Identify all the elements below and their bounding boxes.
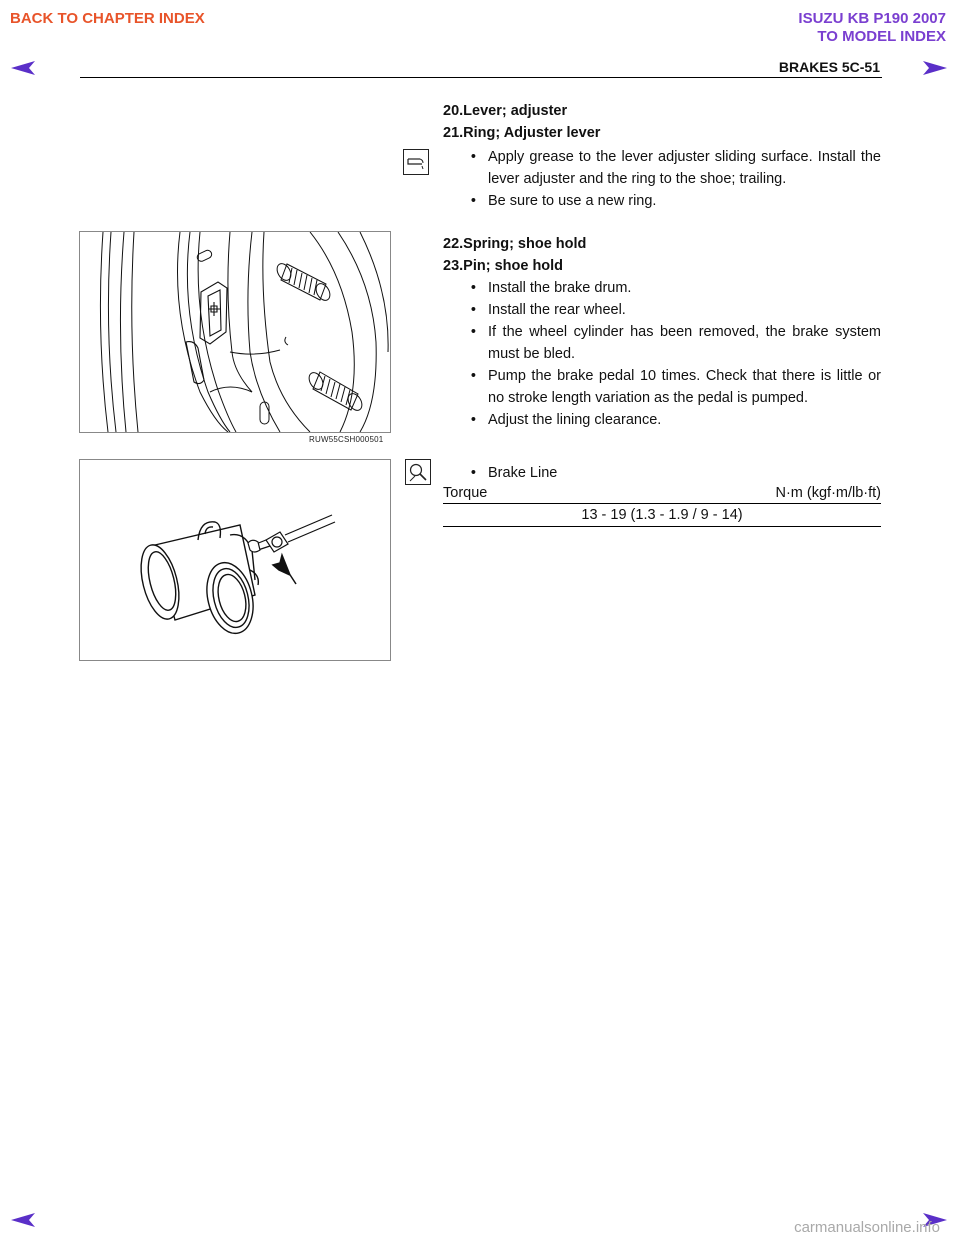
torque-unit: N·m (kgf·m/lb·ft) (775, 485, 881, 501)
list-item: • Brake Line (470, 465, 558, 481)
wheel-cylinder-figure (79, 459, 391, 661)
figure-code: RUW55CSH000501 (309, 435, 384, 444)
torque-header-row (443, 485, 881, 501)
section1-bullet-list (443, 146, 881, 212)
brake-shoe-illustration (80, 232, 390, 432)
list-item: • Install the brake drum. (470, 280, 632, 296)
torque-table (443, 485, 881, 527)
model-title (798, 10, 946, 46)
list-item: • Install the rear wheel. (470, 302, 626, 318)
shoe-hold-figure (79, 231, 391, 433)
list-item: • Apply grease to the lever adjuster sliding surface. Install the lever adjuster and the ring to the shoe; trailing. (470, 149, 881, 187)
step-21-heading: 21.Ring; Adjuster lever (443, 125, 601, 141)
section2-bullet-list (443, 277, 881, 431)
torque-header-divider (443, 503, 881, 504)
torque-value: 13 - 19 (1.3 - 1.9 / 9 - 14) (581, 507, 743, 523)
torque-label: Torque (443, 485, 488, 501)
section3-bullet-list (443, 462, 881, 484)
header-divider (80, 77, 882, 78)
prev-page-arrow-icon[interactable] (10, 1212, 36, 1228)
page-header: BRAKES 5C-51 (778, 59, 880, 75)
step-20-heading: 20.Lever; adjuster (443, 103, 568, 119)
list-item: • Be sure to use a new ring. (470, 193, 657, 209)
list-item: • Adjust the lining clearance. (470, 412, 662, 428)
torque-bottom-divider (443, 526, 881, 527)
watermark: carmanualsonline.info (794, 1219, 940, 1236)
wheel-cylinder-illustration (80, 460, 390, 660)
inspect-magnifier-icon (405, 459, 431, 485)
step-22-heading: 22.Spring; shoe hold (443, 236, 587, 252)
back-to-chapter-index-link[interactable]: BACK TO CHAPTER INDEX (10, 10, 205, 27)
list-item: • If the wheel cylinder has been removed, the brake system must be bled. (470, 324, 881, 362)
list-item: • Pump the brake pedal 10 times. Check that there is little or no stroke length variation as the pedal is pumped. (470, 368, 881, 406)
to-model-index-link[interactable]: TO MODEL INDEX (817, 28, 946, 45)
step-23-heading: 23.Pin; shoe hold (443, 258, 564, 274)
prev-page-arrow-icon[interactable] (10, 60, 36, 76)
apply-grease-icon (403, 149, 429, 175)
next-page-arrow-icon[interactable] (922, 60, 948, 76)
model-name: ISUZU KB P190 2007 (798, 10, 946, 27)
